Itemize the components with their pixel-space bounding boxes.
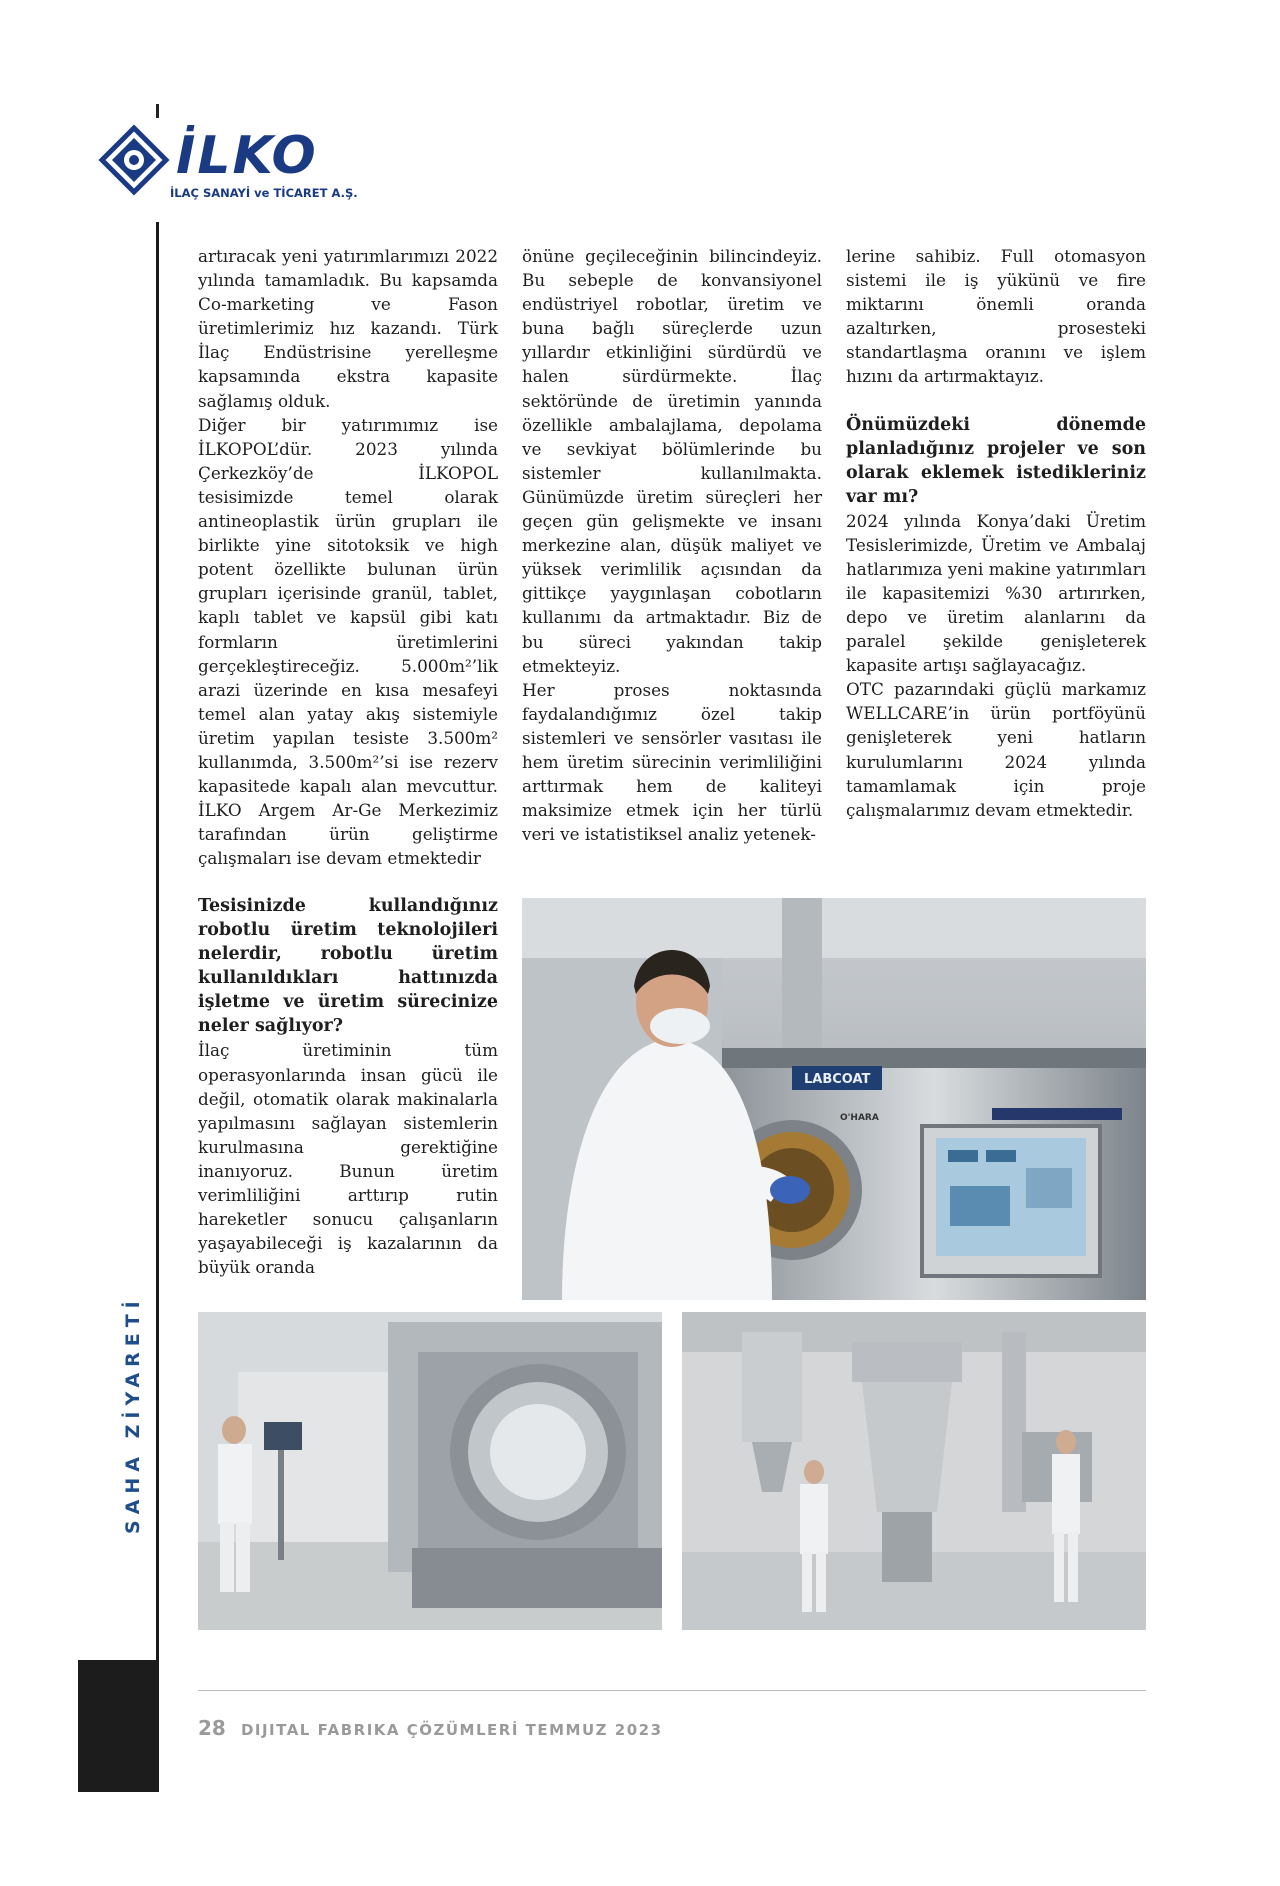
vertical-rule xyxy=(156,222,159,1756)
paragraph: lerine sahibiz. Full otomasyon sistemi ile iş yükünü ve fire miktarını önemli oranda azaltırken, prosesteki standartlaşma oranını ve işlem hızını da artırmaktayız. xyxy=(846,246,1146,387)
page-number: 28 xyxy=(198,1716,226,1740)
logo-diamond-icon xyxy=(98,124,170,196)
side-block xyxy=(78,1660,159,1792)
photo-production-hall xyxy=(682,1312,1146,1630)
column-2 xyxy=(522,244,822,846)
paragraph: artıracak yeni yatırımlarımızı 2022 yılında tamamladık. Bu kapsamda Co-marketing ve Fason üretimlerimiz hız kazandı. Türk İlaç Endüstrisine yerelleşme kapsamında ekstra kapasite sağlamış olduk. xyxy=(198,246,498,411)
answer-paragraph: İlaç üretiminin tüm operasyonlarında insan gücü ile değil, otomatik olarak makinalarla yapılmasını sağlayan sistemlerin kurulmasına gerektiğine inanıyoruz. Bunun üretim verimliliğini arttırıp rutin hareketler sonucu çalışanların yaşayabileceği iş kazalarının da büyük oranda xyxy=(198,1040,498,1278)
magazine-title: DIJITAL FABRIKA ÇÖZÜMLERİ TEMMUZ 2023 xyxy=(240,1721,663,1739)
paragraph: Her proses noktasında faydalandığımız özel takip sistemleri ve sensörler vasıtası ile hem üretim sürecinin verimliliğini arttırmak hem de kaliteyi maksimize etmek için her türlü veri ve istatistiksel analiz yetenek- xyxy=(522,679,822,845)
answer-paragraph: 2024 yılında Konya’daki Üretim Tesislerimizde, Üretim ve Ambalaj hatlarımıza yeni makine yatırımları ile kapasitemizi %30 artırırken, depo ve üretim alanlarını da paralel şekilde genişleterek kapasite artışı sağlayacağız. xyxy=(846,510,1146,676)
machine-brand: O'HARA xyxy=(840,1113,879,1123)
paragraph: önüne geçileceğinin bilincindeyiz. Bu sebeple de konvansiyonel endüstriyel robotlar, üretim ve buna bağlı süreçlerde uzun yıllardır etkinliğini sürdürdü ve halen sürdürmekte. İlaç sektöründe de üretimin yanında özellikle ambalajlama, depolama ve sevkiyat bölümlerinde bu sistemler kullanılmakta. Günümüzde üretim süreçleri her geçen gün gelişmekte ve insanı merkezine alan, düşük maliyet ve yüksek verimlilik açısından da gittikçe yaygınlaşan cobotların kullanımı da artmaktadır. Biz de bu süreci yakından takip etmekteyiz. xyxy=(522,246,822,676)
logo-subtitle: İLAÇ SANAYİ ve TİCARET A.Ş. xyxy=(170,186,358,200)
question-heading: Önümüzdeki dönemde planladığınız projeler ve son olarak eklemek istedikleriniz var mı? xyxy=(846,414,1146,507)
photo-control-panel xyxy=(198,1312,662,1630)
question-heading: Tesisinizde kullandığınız robotlu üretim teknolojileri nelerdir, robotlu üretim kullanıldıkları hattınızda işletme ve üretim sürecinize neler sağlıyor? xyxy=(198,896,498,1037)
footer xyxy=(198,1716,663,1740)
answer-paragraph: OTC pazarındaki güçlü markamız WELLCARE’in ürün portföyünü genişleterek yeni hatların kurulumlarını 2024 yılında tamamlamak için proje çalışmalarımız devam etmektedir. xyxy=(846,679,1146,820)
machine-label: LABCOAT xyxy=(804,1072,871,1087)
photo-coating-machine xyxy=(522,898,1146,1300)
footer-rule xyxy=(198,1690,1146,1691)
logo-wordmark: İLKO xyxy=(176,126,318,186)
section-label: SAHA ZİYARETİ xyxy=(122,1295,144,1534)
column-3 xyxy=(846,244,1146,822)
company-logo xyxy=(98,124,368,204)
column-1 xyxy=(198,244,498,1279)
header-tick-mark xyxy=(156,104,159,118)
paragraph: Diğer bir yatırımımız ise İLKOPOL’dür. 2023 yılında Çerkezköy’de İLKOPOL tesisimizde temel olarak antineoplastik ürün grupları ile birlikte yine sitotoksik ve high potent özellikte bulunan ürün grupları içerisinde granül, tablet, kaplı tablet ve kapsül gibi katı formların üretimlerini gerçekleştireceğiz. 5.000m²’lik arazi üzerinde en kısa mesafeyi temel alan yatay akış sistemiyle üretim yapılan tesiste 3.500m² kullanımda, 3.500m²’si ise rezerv kapasitede kapalı alan mevcuttur. İLKO Argem Ar-Ge Merkezimiz tarafından ürün geliştirme çalışmaları ise devam etmektedir xyxy=(198,414,498,869)
